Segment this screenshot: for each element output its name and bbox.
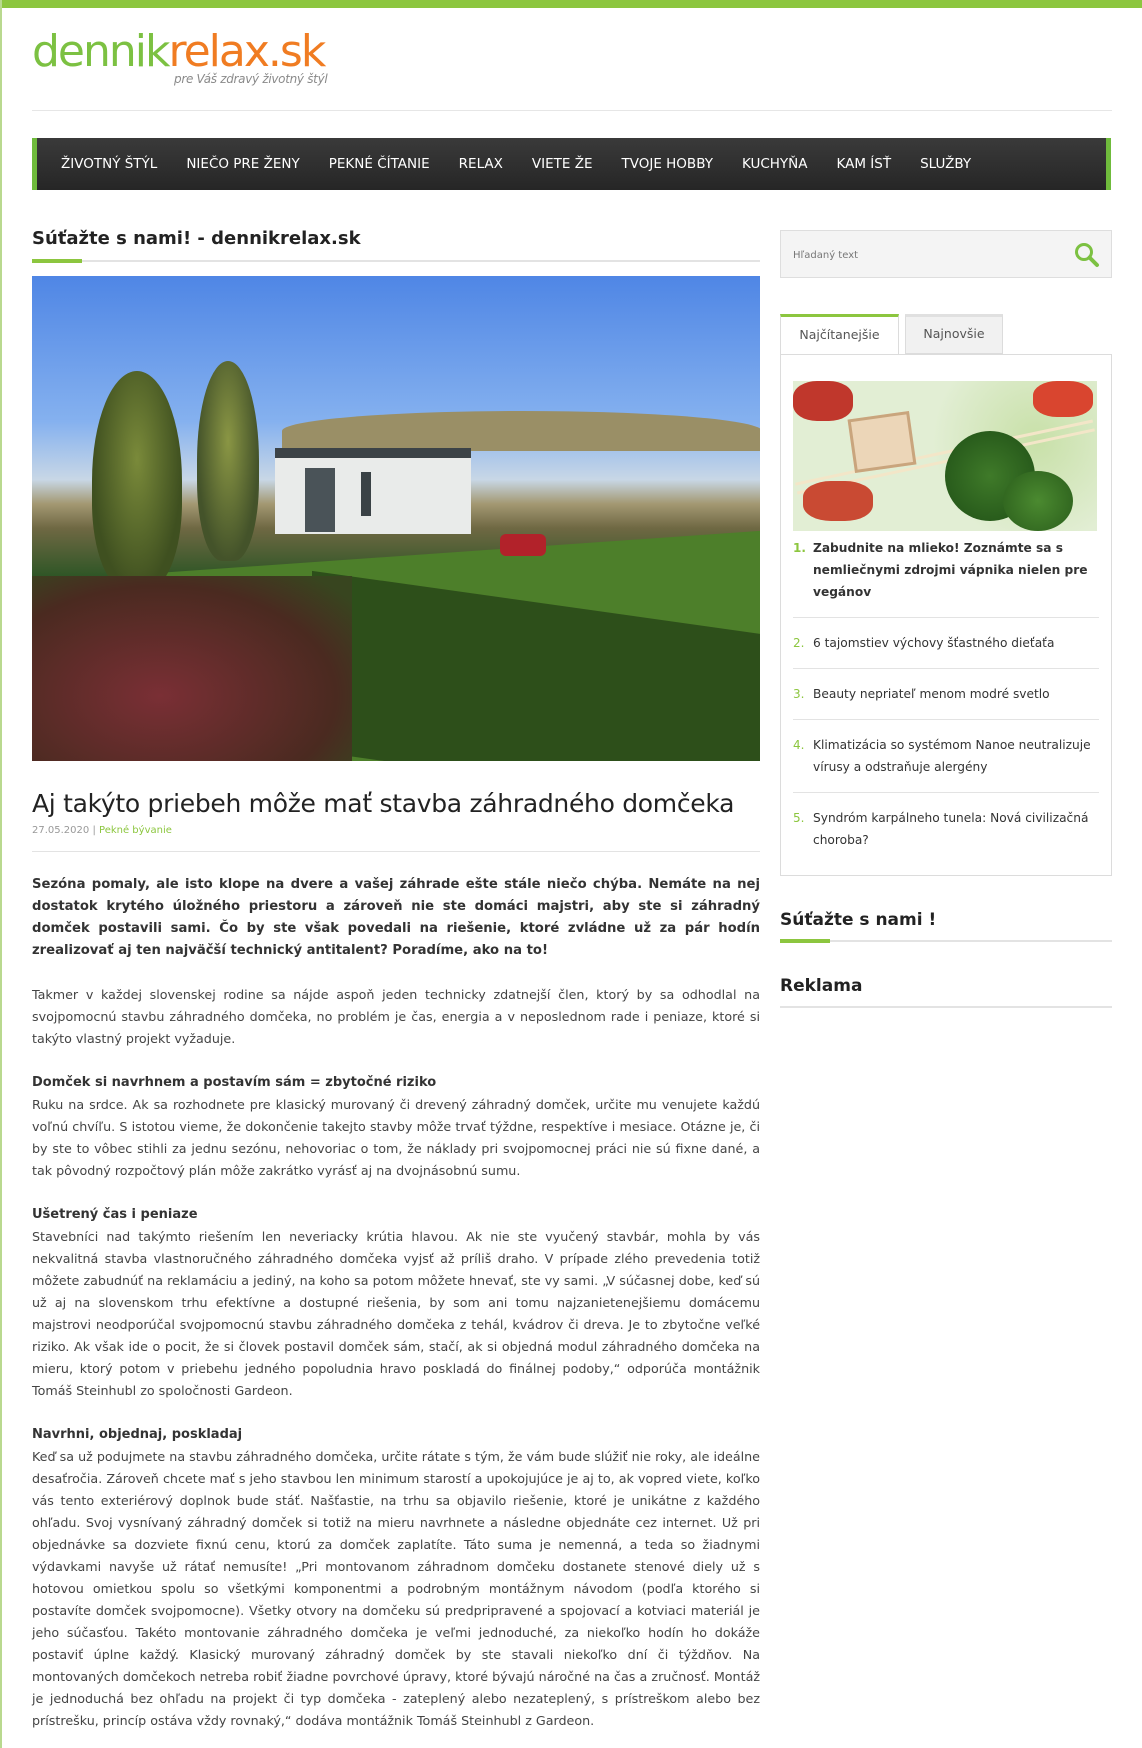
search-icon[interactable] — [1073, 241, 1101, 269]
article-date: 27.05.2020 — [32, 825, 90, 836]
section-title-accent — [32, 259, 82, 263]
article-lead: Sezóna pomaly, ale isto klope na dvere a vašej záhrade ešte stále niečo chýba. Nemáte na nej dostatok krytého úložného priestoru a zároveň nie ste domáci majstri, aby ste si záhradný domček postavili sami. Čo by ste však povedali na riešenie, ktoré zvládne už za pár hodín zrealizovať aj ten najväčší technický antitalent? Poradíme, ako na to! — [32, 877, 760, 958]
main-content — [32, 224, 760, 1732]
article-paragraph-2: Ruku na srdce. Ak sa rozhodnete pre klasický murovaný či drevený záhradný domček, určite mu venujete každú voľnú chvíľu. S istotou vieme, že dokončenie takejto stavby môže trvať týždne, respektíve i mesiace. Otázne je, či by ste to vôbec stihli za jednu sezónu, nehovoriac o tom, že náklady pri svojpomocnej práci nie sú fixne dané, a tak pôvodný rozpočtový plán môže zakrátko vyrásť aj na dvojnásobnú sumu. — [32, 1097, 760, 1178]
popular-article-link[interactable]: Zabudnite na mlieko! Zoznámte sa s nemliečnymi zdrojmi vápnika nielen pre vegánov — [813, 541, 1088, 599]
article-paragraph-1: Takmer v každej slovenskej rodine sa nájde aspoň jeden technicky zdatnejší člen, ktorý by sa odhodlal na svojpomocnú stavbu záhradného domčeka, no problém je čas, energia a v neposlednom rade i peniaze, ktoré si takýto vlastný projekt vyžaduje. — [32, 987, 760, 1046]
popular-article-thumbnail[interactable] — [793, 381, 1097, 531]
widget-title-rule — [780, 940, 1112, 942]
list-item — [793, 531, 1099, 618]
popular-article-link[interactable]: Syndróm karpálneho tunela: Nová civilizačná choroba? — [813, 811, 1089, 847]
article-subheading-3: Navrhni, objednaj, poskladaj — [32, 1427, 243, 1442]
widget-title-reklama: Reklama — [780, 976, 863, 996]
thumb-pepper — [1033, 381, 1093, 417]
meta-separator: | — [92, 825, 96, 836]
nav-item-nieco-pre-zeny[interactable]: NIEČO PRE ŽENY — [186, 156, 300, 172]
hero-shed-window — [361, 472, 371, 516]
list-item-number: 5. — [793, 811, 805, 825]
popular-article-link[interactable]: Beauty nepriateľ menom modré svetlo — [813, 687, 1050, 701]
article-title: Aj takýto priebeh môže mať stavba záhradného domčeka — [32, 789, 735, 818]
section-title: Súťažte s nami! - dennikrelax.sk — [32, 228, 361, 249]
sidebar-tabs — [780, 314, 1112, 354]
main-navigation — [32, 138, 1111, 190]
popular-article-link[interactable]: Klimatizácia so systémom Nanoe neutralizuje vírusy a odstraňuje alergény — [813, 738, 1091, 774]
hero-shed-door — [305, 468, 335, 532]
logo-wordmark: dennikrelax.sk — [32, 26, 325, 77]
list-item-number: 4. — [793, 738, 805, 752]
sidebar — [780, 230, 1112, 1008]
popular-article-link[interactable]: 6 tajomstiev výchovy šťastného dieťaťa — [813, 636, 1055, 650]
search-input[interactable] — [793, 245, 1053, 265]
list-item — [793, 618, 1099, 669]
widget-title-rule — [780, 1006, 1112, 1008]
nav-item-relax[interactable]: RELAX — [458, 156, 503, 172]
nav-item-viete-ze[interactable]: VIETE ŽE — [531, 156, 593, 172]
hero-tree-left — [92, 371, 182, 591]
hero-lawn-mower — [500, 534, 546, 556]
nav-item-kuchyna[interactable]: KUCHYŇA — [741, 156, 808, 172]
search-box — [780, 230, 1112, 278]
hero-garden-shed — [275, 448, 471, 534]
top-accent-bar — [0, 0, 1142, 8]
meta-divider — [32, 851, 760, 852]
list-item — [793, 669, 1099, 720]
list-item — [793, 720, 1099, 793]
tab-najnovsie[interactable]: Najnovšie — [905, 314, 1003, 354]
logo-tagline: pre Váš zdravý životný štýl — [174, 72, 328, 86]
list-item — [793, 793, 1099, 865]
article-paragraph-3: Stavebníci nad takýmto riešením len neveriacky krútia hlavou. Ak nie ste vyučený stavbár, mohla by vás nekvalitná stavba vlastnoručného záhradného domčeka vyjsť až príliš draho. V prípade zlého prevedenia totiž môžete zabudnúť na reklamáciu a jediný, na koho sa potom môžete hnevať, ste vy sami. „V súčasnej dobe, keď sú už aj na slovenskom trhu efektívne a dostupné riešenia, by som ani tomu najzanietenejšiemu domácemu majstrovi neodporúčal svojpomocnú stavbu záhradného domčeka z tehál, kvádrov či dreva. Je to zbytočne veľké riziko. Ak však ide o pocit, že si človek postavil domček sám, stačí, ak si objedná modul záhradného domčeka na mieru, ktorý potom v priebehu jedného popoludnia hravo poskladá do finálnej podoby,“ odporúča montážnik Tomáš Steinhubl zo spoločnosti Gardeon. — [32, 1229, 760, 1398]
list-item-number: 1. — [793, 541, 806, 555]
header-divider — [32, 110, 1112, 111]
nav-item-kam-ist[interactable]: KAM ÍSŤ — [836, 156, 892, 172]
article-meta — [32, 825, 760, 839]
list-item-number: 2. — [793, 636, 805, 650]
article-hero-image — [32, 276, 760, 761]
thumb-pepper — [803, 481, 873, 521]
section-title-rule — [32, 260, 760, 262]
tab-najcitanejsie[interactable]: Najčítanejšie — [780, 314, 899, 354]
hero-hills — [282, 411, 760, 451]
hero-flower-bed — [32, 576, 352, 761]
article-subheading-1: Domček si navrhnem a postavím sám = zbytočné riziko — [32, 1075, 437, 1090]
popular-articles-panel — [780, 354, 1112, 876]
nav-item-tvoje-hobby[interactable]: TVOJE HOBBY — [621, 156, 713, 172]
thumb-broccoli — [1003, 471, 1073, 531]
thumb-pepper — [793, 381, 853, 421]
widget-title-accent — [780, 939, 830, 943]
nav-item-pekne-citanie[interactable]: PEKNÉ ČÍTANIE — [328, 156, 430, 172]
left-edge-line — [0, 0, 2, 1748]
list-item-number: 3. — [793, 687, 805, 701]
nav-item-sluzby[interactable]: SLUŽBY — [920, 156, 972, 172]
nav-item-zivotny-styl[interactable]: ŽIVOTNÝ ŠTÝL — [61, 156, 158, 172]
article-paragraph-4: Keď sa už podujmete na stavbu záhradného domčeka, určite rátate s tým, že vám bude slúžiť nie roky, ale ideálne desaťročia. Zároveň chcete mať s jeho stavbou len minimum starostí a upokojujúce je aj to, ak vopred viete, koľko vás tento exteriérový doplnok bude stáť. Našťastie, na trhu sa objavilo riešenie, ktoré je unikátne z každého ohľadu. Svoj vysnívaný záhradný domček si totiž na mieru navrhnete a následne objednáte cez internet. Už pri objednávke sa dozviete fixnú cenu, ktorú za domček zaplatíte. Táto suma je nemenná, a teda so žiadnymi výdavkami navyše už rátať nemusíte! „Pri montovanom záhradnom domčeku dostanete stenové diely už s hotovou omietkou spolu so všetkými komponentmi a podrobným montážnym návodom (podľa ktorého si postavíte domček svojpomocne). Všetky otvory na domčeku sú predpripravené a spojovací a kotviaci materiál je jeho súčasťou. Takéto montovanie záhradného domčeka je veľmi jednoduché, za niekoľko hodín ho dokáže postaviť úplne každý. Klasický murovaný záhradný domček by ste stavali niekoľko dní či týždňov. Na montovaných domčekoch netreba robiť žiadne povrchové úpravy, ktoré bývajú náročné na čas a zručnosť. Montáž je jednoduchá bez ohľadu na projekt či typ domčeka - zateplený alebo nezateplený, s prístreškom alebo bez prístrešku, princíp ostáva vždy rovnaký,“ dodáva montážnik Tomáš Steinhubl z Gardeon. — [32, 1449, 760, 1728]
site-logo[interactable] — [32, 26, 332, 90]
thumb-tofu — [848, 411, 917, 473]
article-subheading-2: Ušetrený čas i peniaze — [32, 1207, 198, 1222]
article-category-link[interactable]: Pekné bývanie — [99, 825, 172, 836]
widget-title-sutazte: Súťažte s nami ! — [780, 910, 937, 930]
hero-tree-right — [197, 361, 259, 561]
popular-articles-list — [793, 531, 1099, 865]
